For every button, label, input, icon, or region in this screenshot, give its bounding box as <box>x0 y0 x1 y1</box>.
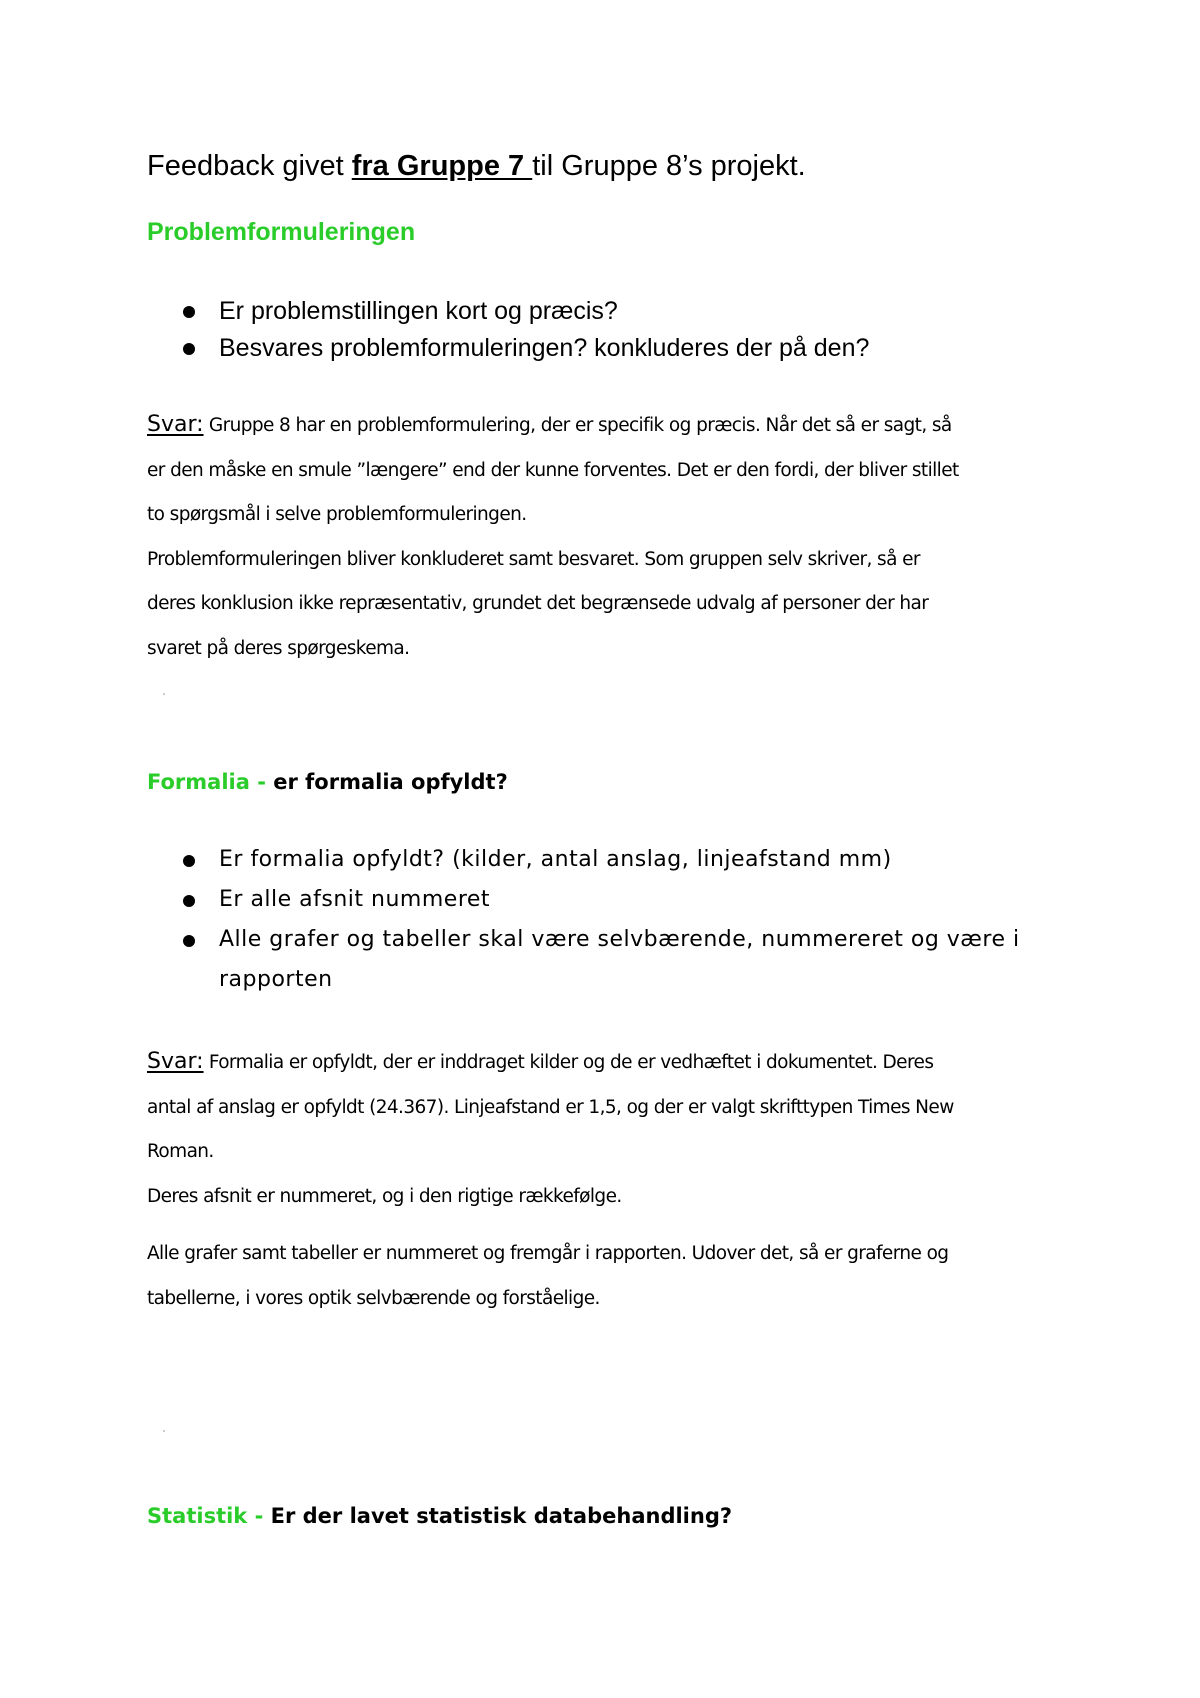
list-item <box>183 293 869 330</box>
answer-line: Deres afsnit er nummeret, og i den rigtige rækkefølge. <box>147 1185 622 1207</box>
problemformulering-answer <box>147 403 1067 671</box>
bullet-icon <box>183 343 195 355</box>
answer-label: Svar: <box>147 1049 204 1074</box>
document-title <box>147 146 806 186</box>
stray-mark <box>163 1430 165 1432</box>
answer-line <box>147 1040 1067 1086</box>
bullet-text: Er problemstillingen kort og præcis? <box>219 297 618 325</box>
bullet-text: Besvares problemformuleringen? konkluderes der på den? <box>219 334 870 362</box>
statistik-heading-label: Statistik - <box>147 1504 271 1528</box>
answer-line: er den måske en smule ”længere” end der kunne forventes. Det er den fordi, der bliver stillet <box>147 459 959 481</box>
answer-label: Svar: <box>147 412 204 437</box>
title-suffix: til Gruppe 8’s projekt. <box>532 150 806 182</box>
bullet-icon <box>183 306 195 318</box>
bullet-text: Er alle afsnit nummeret <box>219 887 491 912</box>
title-prefix: Feedback givet <box>147 150 352 182</box>
answer-line: Problemformuleringen bliver konkluderet samt besvaret. Som gruppen selv skriver, så er <box>147 548 920 570</box>
bullet-text: Er formalia opfyldt? (kilder, antal anslag, linjeafstand mm) <box>219 847 892 872</box>
statistik-heading-question: Er der lavet statistisk databehandling? <box>270 1504 733 1528</box>
bullet-icon <box>183 935 195 947</box>
formalia-heading <box>147 766 508 798</box>
list-item <box>183 330 869 367</box>
formalia-heading-question: er formalia opfyldt? <box>273 770 508 794</box>
problemformulering-bullet-list <box>183 293 869 367</box>
answer-line: tabellerne, i vores optik selvbærende og forståelige. <box>147 1287 600 1309</box>
title-underlined: fra Gruppe 7 <box>351 150 533 182</box>
answer-text: Formalia er opfyldt, der er inddraget kilder og de er vedhæftet i dokumentet. Deres <box>203 1052 934 1073</box>
answer-line: deres konklusion ikke repræsentativ, grundet det begrænsede udvalg af personer der har <box>147 593 929 614</box>
formalia-answer <box>147 1040 1067 1219</box>
bullet-text: Alle grafer og tabeller skal være selvbærende, nummereret og være i rapporten <box>219 927 1020 992</box>
answer-line <box>147 403 1067 449</box>
bullet-icon <box>183 895 195 907</box>
answer-text: Gruppe 8 har en problemformulering, der er specifik og præcis. Når det så er sagt, så <box>203 415 952 436</box>
list-item <box>183 920 1043 1000</box>
stray-mark <box>163 693 165 695</box>
statistik-heading <box>147 1500 732 1532</box>
answer-line: Roman. <box>147 1141 214 1162</box>
answer-line: svaret på deres spørgeskema. <box>147 637 410 659</box>
formalia-bullet-list <box>183 840 1043 1000</box>
answer-line: antal af anslag er opfyldt (24.367). Linjeafstand er 1,5, og der er valgt skrifttypen Times New <box>147 1096 954 1118</box>
formalia-answer-paragraph-2 <box>147 1232 1067 1321</box>
answer-line: to spørgsmål i selve problemformuleringen. <box>147 504 527 525</box>
problemformulering-heading: Problemformuleringen <box>147 218 416 246</box>
formalia-heading-label: Formalia - <box>147 770 274 794</box>
list-item <box>183 840 1043 880</box>
list-item <box>183 880 1043 920</box>
answer-line: Alle grafer samt tabeller er nummeret og fremgår i rapporten. Udover det, så er graferne og <box>147 1243 949 1264</box>
bullet-icon <box>183 855 195 867</box>
